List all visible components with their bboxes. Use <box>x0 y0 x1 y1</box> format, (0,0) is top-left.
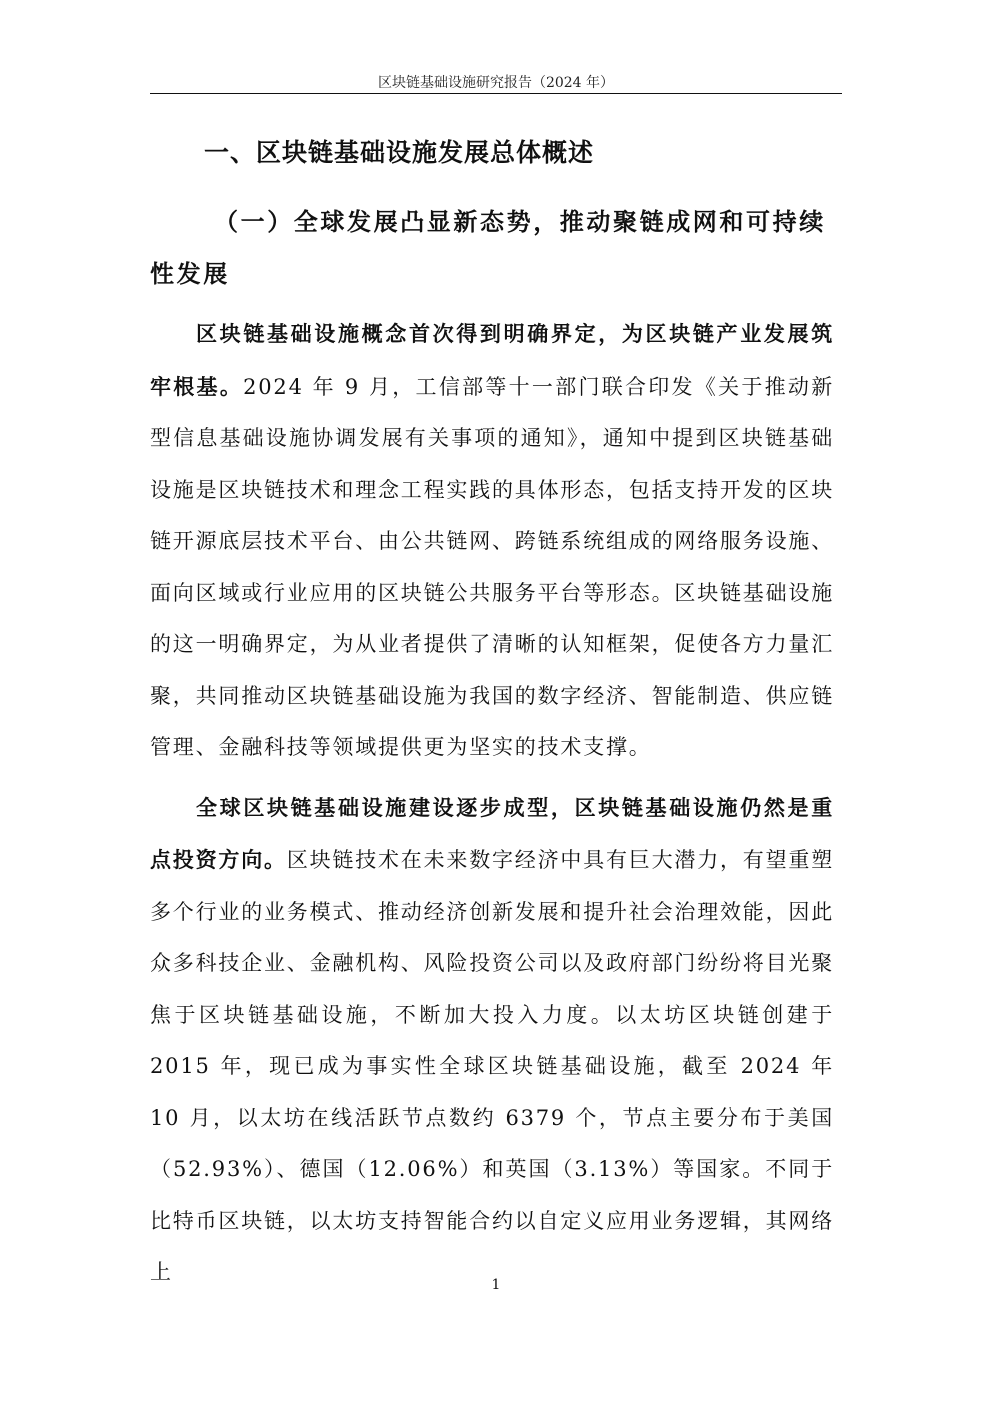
paragraph-2-lead: 全球区块链基础设施建设逐步成型，区块链基础设施仍然是重点投资方向。 <box>150 794 834 872</box>
section-heading: 一、区块链基础设施发展总体概述 <box>204 138 595 167</box>
running-header: 区块链基础设施研究报告（2024 年） <box>377 75 615 91</box>
subsection-heading: （一）全球发展凸显新态势，推动聚链成网和可持续性发展 <box>150 207 826 288</box>
paragraph-1-body: 2024 年 9 月，工信部等十一部门联合印发《关于推动新型信息基础设施协调发展有关事项的通知》，通知中提到区块链基础设施是区块链技术和理念工程实践的具体形态，包括支持开发的区块链开源底层技术平台、由公共链网、跨链系统组成的网络服务设施、面向区域或行业应用的区块链公共服务平台等形态。区块链基础设施的这一明确界定，为从业者提供了清晰的认知框架，促使各方力量汇聚，共同推动区块链基础设施为我国的数字经济、智能制造、供应链管理、金融科技等领域提供更为坚实的技术支撑。 <box>150 374 834 759</box>
page-number: 1 <box>491 1277 501 1293</box>
paragraph-1-lead: 区块链基础设施概念首次得到明确界定，为区块链产业发展筑牢根基。 <box>150 321 834 399</box>
page-body <box>150 128 834 1299</box>
body-paragraph-1 <box>150 308 834 774</box>
paragraph-2-body: 区块链技术在未来数字经济中具有巨大潜力，有望重塑多个行业的业务模式、推动经济创新发展和提升社会治理效能，因此众多科技企业、金融机构、风险投资公司以及政府部门纷纷将目光聚焦于区块链基础设施，不断加大投入力度。以太坊区块链创建于 2015 年，现已成为事实性全球区块链基础设施，截至 2024 年 10 月，以太坊在线活跃节点数约 6379 个，节点主要分布于美国（52.93%）、德国（12.06%）和英国（3.13%）等国家。不同于比特币区块链，以太坊支持智能合约以自定义应用业务逻辑，其网络上 <box>150 848 835 1284</box>
body-paragraph-2 <box>150 782 834 1299</box>
header-divider <box>150 93 842 94</box>
